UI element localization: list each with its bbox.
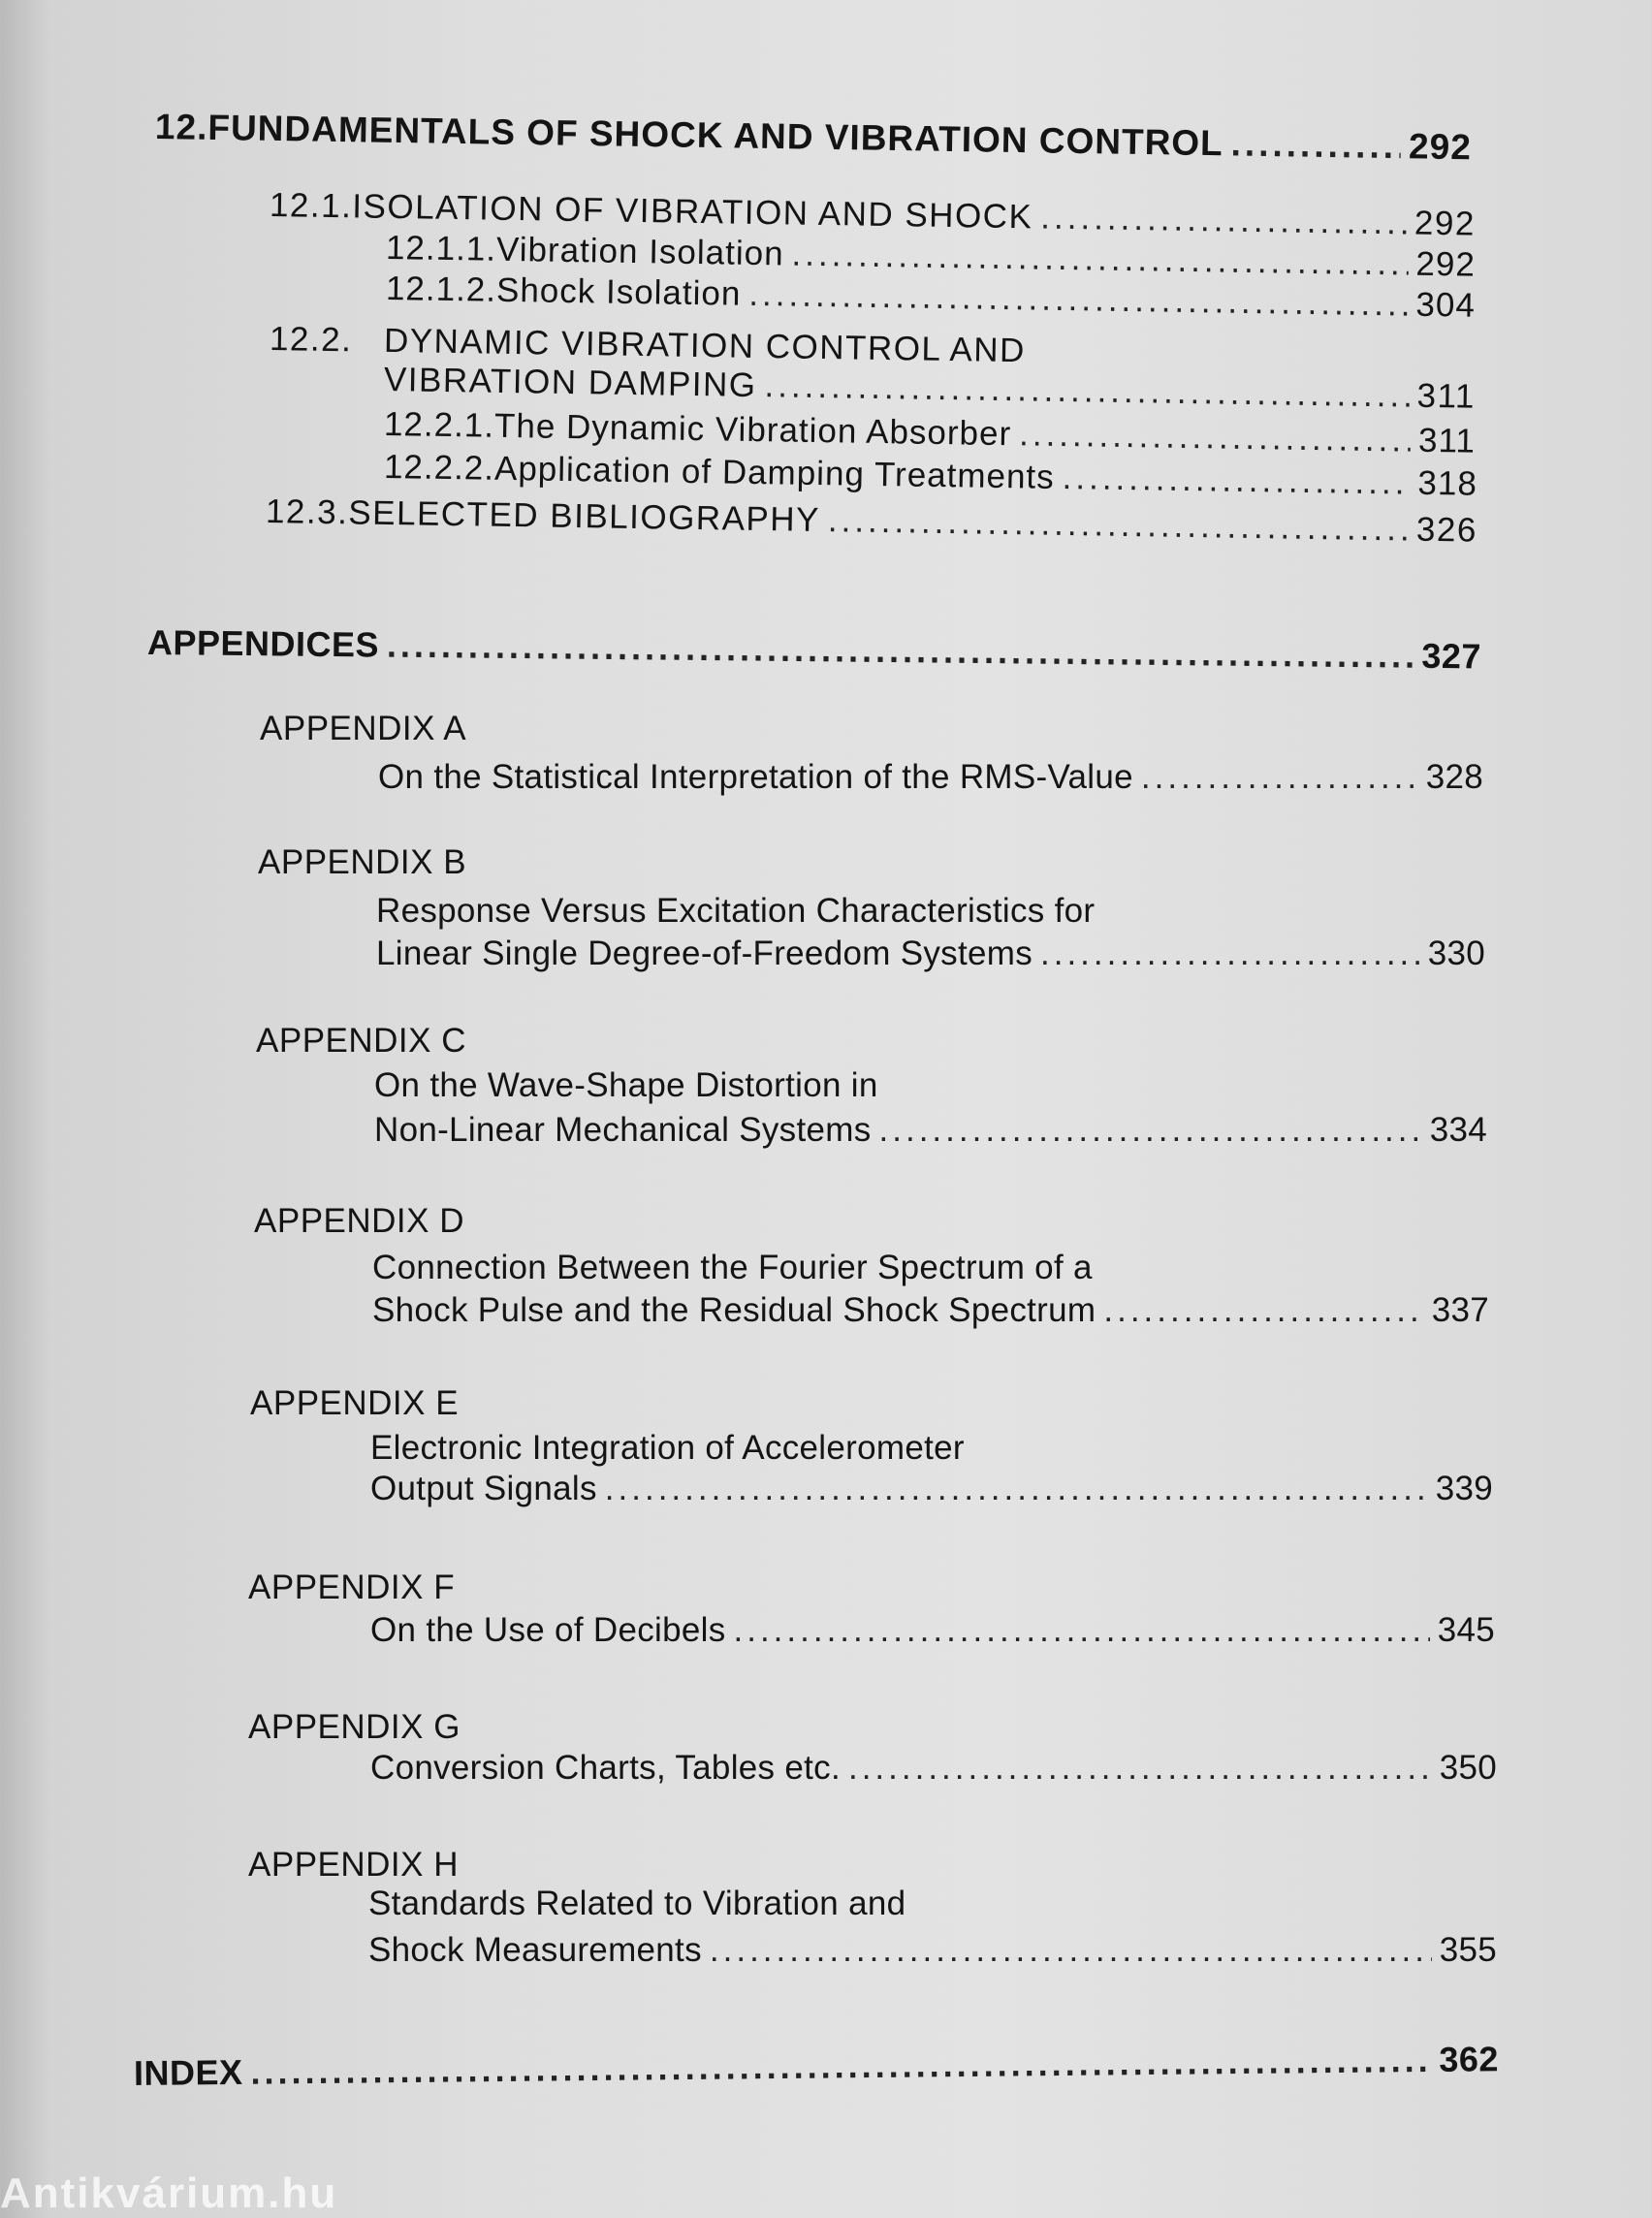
appendix-page: 350 bbox=[1439, 1749, 1497, 1787]
appendix-a-label: APPENDIX A bbox=[260, 710, 467, 747]
watermark: Antikvárium.hu bbox=[0, 2170, 338, 2217]
section-title-line1: DYNAMIC VIBRATION CONTROL AND bbox=[383, 321, 1027, 370]
chapter-title: FUNDAMENTALS OF SHOCK AND VIBRATION CONTROL bbox=[207, 107, 1224, 164]
leader-dots bbox=[250, 2040, 1431, 2093]
chapter-page: 292 bbox=[1408, 126, 1473, 168]
leader-dots bbox=[1062, 459, 1410, 503]
appendix-b-label: APPENDIX B bbox=[258, 843, 467, 881]
section-title: ISOLATION OF VIBRATION AND SHOCK bbox=[352, 187, 1033, 237]
appendices-heading bbox=[147, 622, 1481, 677]
leader-dots bbox=[734, 1611, 1430, 1650]
section-number: 12.1. bbox=[269, 186, 353, 226]
leader-dots bbox=[1040, 935, 1420, 973]
appendix-title: On the Use of Decibels bbox=[370, 1611, 726, 1649]
section-page: 292 bbox=[1414, 204, 1477, 243]
subsection-page: 311 bbox=[1417, 421, 1477, 460]
subsection-title: Vibration Isolation bbox=[495, 230, 784, 273]
leader-dots bbox=[1019, 415, 1412, 459]
appendices-page: 327 bbox=[1421, 635, 1482, 677]
subsection-title: The Dynamic Vibration Absorber bbox=[493, 406, 1012, 454]
appendix-c-entry bbox=[374, 1111, 1487, 1150]
leader-dots bbox=[605, 1470, 1428, 1508]
section-title-line2: VIBRATION DAMPING bbox=[383, 361, 757, 405]
subsection-page: 304 bbox=[1415, 285, 1477, 325]
appendix-page: 330 bbox=[1427, 935, 1485, 972]
leader-dots bbox=[828, 501, 1410, 549]
appendix-title: On the Statistical Interpretation of the RMS-Value bbox=[378, 758, 1133, 796]
leader-dots bbox=[1230, 123, 1401, 167]
appendix-title-line2: Shock Measurements bbox=[368, 1931, 702, 1969]
leader-dots bbox=[710, 1931, 1432, 1970]
appendix-page: 355 bbox=[1439, 1931, 1497, 1969]
appendix-title: Conversion Charts, Tables etc. bbox=[370, 1749, 841, 1787]
appendix-title-line1: Electronic Integration of Accelerometer bbox=[370, 1429, 965, 1467]
appendix-title-line2: Output Signals bbox=[370, 1470, 597, 1507]
appendix-title-line1: Response Versus Excitation Characteristics for bbox=[376, 892, 1096, 930]
appendix-title-line1: Connection Between the Fourier Spectrum of a bbox=[372, 1249, 1093, 1286]
appendix-title-line1: Standards Related to Vibration and bbox=[368, 1885, 906, 1922]
appendix-page: 339 bbox=[1435, 1470, 1493, 1507]
subsection-number: 12.1.2. bbox=[385, 269, 497, 309]
leader-dots bbox=[791, 236, 1409, 284]
chapter-number: 12. bbox=[154, 107, 208, 147]
section-page: 311 bbox=[1416, 376, 1477, 416]
toc-chapter-entry bbox=[155, 107, 1472, 168]
appendix-title-line2: Non-Linear Mechanical Systems bbox=[374, 1111, 872, 1149]
leader-dots bbox=[848, 1749, 1432, 1788]
appendix-b-entry bbox=[376, 935, 1485, 973]
section-number: 12.3. bbox=[265, 492, 349, 532]
appendices-title: APPENDICES bbox=[146, 622, 380, 665]
leader-dots bbox=[764, 366, 1410, 415]
leader-dots bbox=[879, 1111, 1422, 1150]
section-number: 12.2. bbox=[269, 320, 353, 360]
appendix-f-label: APPENDIX F bbox=[248, 1568, 456, 1606]
index-title: INDEX bbox=[133, 2051, 243, 2093]
toc-section-entry bbox=[266, 492, 1477, 551]
appendix-page: 337 bbox=[1431, 1291, 1489, 1329]
appendix-page: 345 bbox=[1437, 1611, 1495, 1649]
section-title: SELECTED BIBLIOGRAPHY bbox=[348, 493, 821, 539]
appendix-f-entry bbox=[370, 1611, 1495, 1650]
subsection-page: 318 bbox=[1417, 463, 1478, 503]
appendix-a-entry bbox=[378, 758, 1483, 797]
appendix-d-label: APPENDIX D bbox=[254, 1202, 464, 1240]
subsection-number: 12.2.2. bbox=[383, 448, 495, 488]
toc-section-entry bbox=[270, 320, 1026, 370]
appendix-d-entry bbox=[372, 1291, 1489, 1330]
appendix-h-entry bbox=[368, 1931, 1497, 1970]
leader-dots bbox=[748, 275, 1409, 325]
appendix-page: 328 bbox=[1425, 758, 1483, 796]
appendix-title-line1: On the Wave-Shape Distortion in bbox=[374, 1066, 878, 1104]
subsection-title: Application of Damping Treatments bbox=[493, 449, 1056, 496]
index-page: 362 bbox=[1439, 2039, 1500, 2079]
appendix-title-line2: Shock Pulse and the Residual Shock Spectrum bbox=[372, 1291, 1096, 1329]
leader-dots bbox=[1103, 1291, 1423, 1330]
appendix-e-entry bbox=[370, 1470, 1493, 1508]
appendix-c-label: APPENDIX C bbox=[256, 1022, 466, 1060]
subsection-number: 12.2.1. bbox=[383, 405, 495, 445]
subsection-number: 12.1.1. bbox=[385, 229, 497, 269]
subsection-title: Shock Isolation bbox=[495, 270, 742, 313]
section-page: 326 bbox=[1415, 510, 1478, 550]
index-entry bbox=[134, 2039, 1499, 2094]
leader-dots bbox=[1040, 198, 1407, 242]
appendix-e-label: APPENDIX E bbox=[250, 1384, 460, 1422]
appendix-h-label: APPENDIX H bbox=[248, 1846, 459, 1884]
leader-dots bbox=[387, 625, 1414, 677]
appendix-page: 334 bbox=[1429, 1111, 1487, 1149]
appendix-title-line2: Linear Single Degree-of-Freedom Systems bbox=[376, 935, 1032, 972]
appendix-g-entry bbox=[370, 1749, 1497, 1788]
appendix-g-label: APPENDIX G bbox=[248, 1708, 461, 1746]
leader-dots bbox=[1141, 758, 1418, 797]
subsection-page: 292 bbox=[1415, 244, 1477, 284]
